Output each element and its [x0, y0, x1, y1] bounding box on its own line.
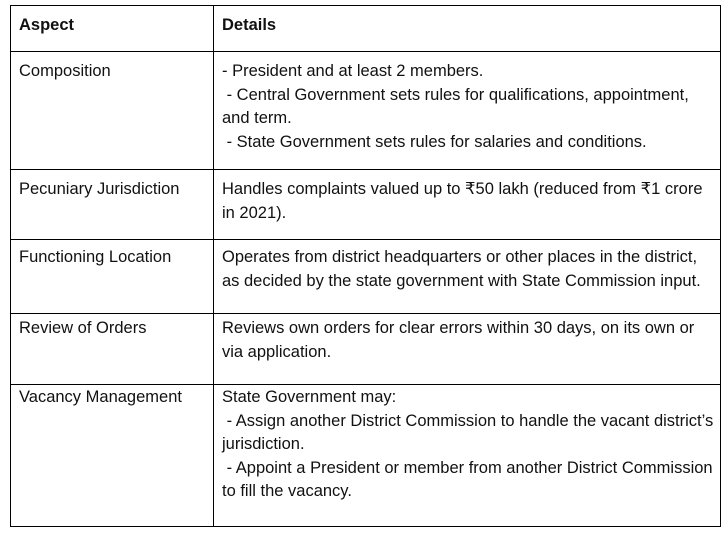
- details-cell: [214, 385, 721, 527]
- table-row-composition: [11, 52, 721, 170]
- details-cell: [214, 240, 721, 314]
- district-commission-table: [10, 5, 720, 527]
- aspect-cell: Functioning Location: [11, 240, 214, 314]
- details-cell: [214, 314, 721, 385]
- details-line: Reviews own orders for clear errors within 30 days, on its own or via application.: [222, 319, 695, 361]
- table-row-pecuniary-jurisdiction: [11, 170, 721, 240]
- table-row-vacancy-management: [11, 385, 721, 527]
- details-line: - State Government sets rules for salaries and conditions.: [222, 132, 647, 151]
- table-row-functioning-location: [11, 240, 721, 314]
- aspect-cell: Review of Orders: [11, 314, 214, 385]
- details-line: Operates from district headquarters or other places in the district, as decided by the state government with State Commission input.: [222, 248, 701, 290]
- details-line: - President and at least 2 members.: [222, 62, 484, 80]
- details-line: - Appoint a President or member from another District Commission to fill the vacancy.: [222, 458, 718, 500]
- details-line: - Central Government sets rules for qualifications, appointment, and term.: [222, 85, 694, 127]
- details-line: Handles complaints valued up to ₹50 lakh (reduced from ₹1 crore in 2021).: [222, 180, 703, 222]
- header-details: Details: [214, 6, 721, 52]
- aspect-cell: Composition: [11, 52, 214, 170]
- aspect-cell: Pecuniary Jurisdiction: [11, 170, 214, 240]
- details-cell: [214, 52, 721, 170]
- details-cell: [214, 170, 721, 240]
- table-row-review-of-orders: [11, 314, 721, 385]
- table-header-row: [11, 6, 721, 52]
- details-line: - Assign another District Commission to handle the vacant district’s jurisdiction.: [222, 411, 718, 453]
- aspect-cell: Vacancy Management: [11, 385, 214, 527]
- details-line: State Government may:: [222, 388, 397, 406]
- aspect-details-table: [10, 5, 721, 527]
- header-aspect: Aspect: [11, 6, 214, 52]
